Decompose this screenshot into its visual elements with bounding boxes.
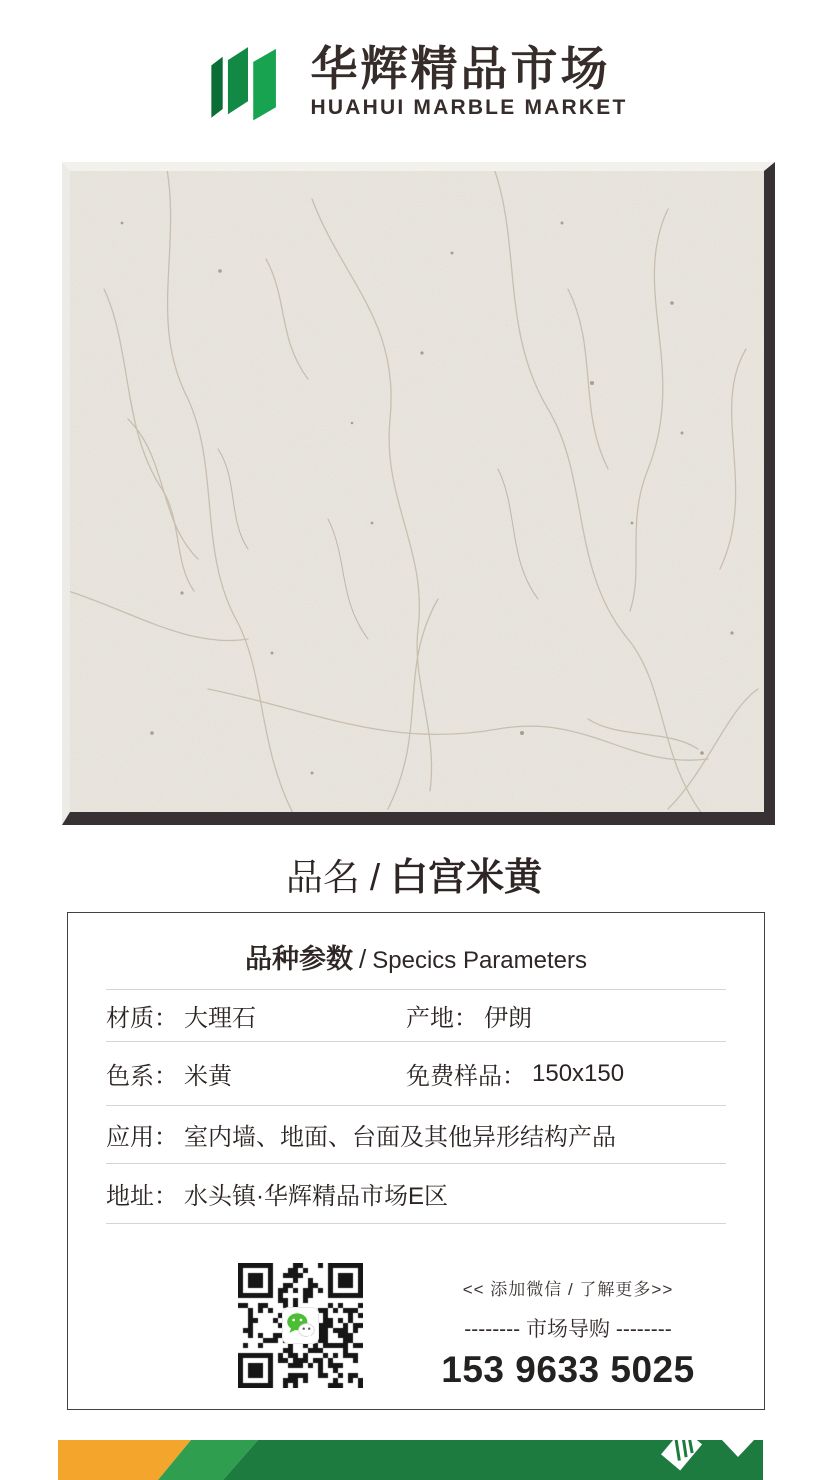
spec-row-application — [68, 1106, 764, 1163]
spec-cell-application — [106, 1117, 616, 1152]
spec-cell-color — [106, 1056, 406, 1091]
spec-cell-material — [106, 998, 406, 1033]
spec-title-cn: 品种参数 — [245, 944, 353, 974]
brand-name-en: HUAHUI MARBLE MARKET — [310, 96, 628, 120]
spec-value: 水头镇·华辉精品市场E区 — [184, 1183, 448, 1210]
marble-sample-photo — [62, 162, 775, 825]
market-guide-label: -------- 市场导购 -------- — [464, 1318, 672, 1341]
brand-header — [0, 34, 828, 130]
wechat-icon — [282, 1307, 319, 1344]
spec-cell-origin — [406, 998, 532, 1033]
spec-label: 应用： — [106, 1124, 178, 1151]
spec-cell-free-sample — [406, 1056, 624, 1091]
spec-label: 地址： — [106, 1183, 178, 1210]
spec-title — [68, 937, 764, 976]
footer-stripe — [58, 1440, 763, 1480]
spec-label: 免费样品： — [406, 1063, 526, 1090]
product-name-value: 白宫米黄 — [390, 857, 543, 899]
product-name-line — [0, 846, 828, 901]
spec-label: 材质： — [106, 1005, 178, 1032]
brand-text — [310, 41, 628, 120]
brand-name-cn: 华辉精品市场 — [310, 41, 611, 95]
wechat-qr-code — [238, 1263, 363, 1388]
spec-value: 伊朗 — [484, 1005, 532, 1032]
phone-number: 153 9633 5025 — [441, 1349, 695, 1390]
spec-value: 150x150 — [532, 1059, 625, 1087]
product-name-separator: / — [369, 857, 381, 898]
spec-row-material-origin — [68, 990, 764, 1041]
spec-value: 大理石 — [184, 1005, 256, 1032]
spec-value: 米黄 — [184, 1063, 232, 1090]
product-name-label: 品名 — [285, 857, 360, 898]
spec-cell-address — [106, 1176, 448, 1211]
contact-block — [404, 1275, 732, 1391]
spec-title-en: Specics Parameters — [372, 947, 587, 974]
spec-label: 色系： — [106, 1063, 178, 1090]
spec-row-address — [68, 1164, 764, 1223]
spec-title-separator: / — [359, 944, 367, 974]
spec-row-color-sample — [68, 1042, 764, 1105]
spec-value: 室内墙、地面、台面及其他异形结构产品 — [184, 1124, 616, 1151]
spec-label: 产地： — [406, 1005, 478, 1032]
wechat-hint-text: << 添加微信 / 了解更多>> — [462, 1280, 674, 1299]
spec-parameters-box — [67, 912, 765, 1410]
marble-slabs-icon — [201, 34, 295, 130]
divider — [106, 1223, 726, 1224]
